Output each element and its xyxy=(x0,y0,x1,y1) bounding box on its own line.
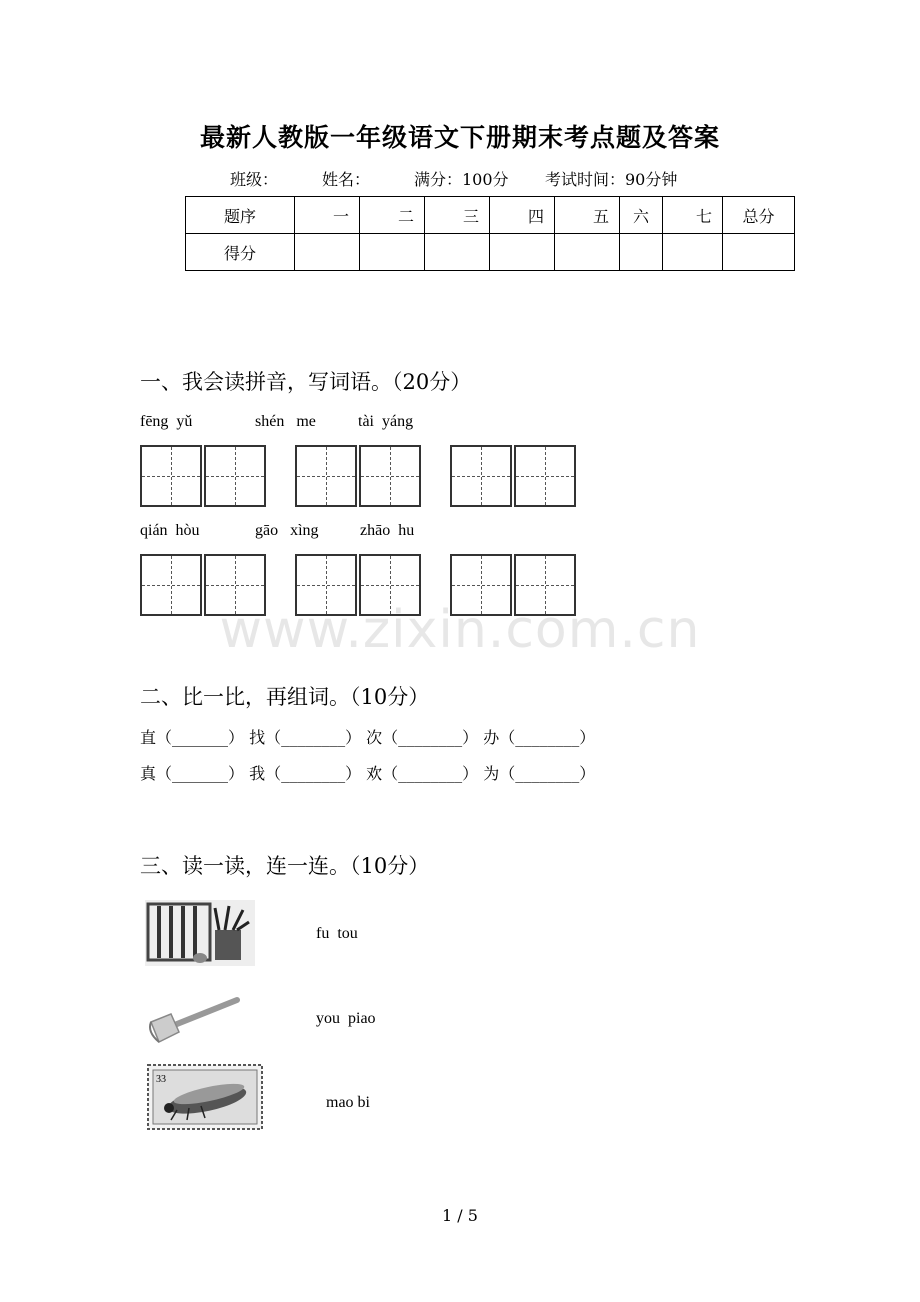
match-item-3[interactable]: mao bi xyxy=(326,1094,370,1111)
fill-line-1[interactable]: 直（_______） 找（________） 次（________） 办（________） xyxy=(140,728,596,747)
table-cell-score-label: 得分 xyxy=(186,234,295,271)
section3-heading: 三、读一读，连一连。（10分） xyxy=(140,854,430,878)
table-cell-4: 四 xyxy=(490,197,555,234)
stamp-picture xyxy=(147,1064,263,1130)
writing-grid[interactable] xyxy=(140,445,202,507)
watermark: www.zixin.com.cn xyxy=(219,600,701,660)
score-input-1[interactable] xyxy=(295,234,360,271)
score-table-score-row xyxy=(186,234,795,271)
score-table-header-row xyxy=(186,197,795,234)
axe-icon xyxy=(145,992,241,1054)
score-input-2[interactable] xyxy=(360,234,425,271)
exam-time: 考试时间：90分钟 xyxy=(545,170,678,189)
table-cell-5: 五 xyxy=(555,197,620,234)
table-cell-seq: 题序 xyxy=(186,197,295,234)
score-table xyxy=(185,196,795,271)
table-cell-total: 总分 xyxy=(723,197,795,234)
pinyin-3: tài yáng xyxy=(358,413,414,430)
score-input-3[interactable] xyxy=(425,234,490,271)
pinyin-6: zhāo hu xyxy=(360,522,415,539)
table-cell-1: 一 xyxy=(295,197,360,234)
section2-heading: 二、比一比，再组词。（10分） xyxy=(140,685,430,709)
table-cell-6: 六 xyxy=(620,197,663,234)
writing-grid[interactable] xyxy=(450,445,512,507)
writing-grid[interactable] xyxy=(359,445,421,507)
name-label: 姓名： xyxy=(322,170,371,189)
score-input-7[interactable] xyxy=(663,234,723,271)
score-input-total[interactable] xyxy=(723,234,795,271)
stamp-number: 33 xyxy=(156,1074,166,1085)
writing-grid[interactable] xyxy=(295,445,357,507)
match-item-1[interactable]: fu tou xyxy=(316,925,358,942)
table-cell-3: 三 xyxy=(425,197,490,234)
full-score: 满分：100分 xyxy=(414,170,509,189)
writing-grid[interactable] xyxy=(204,445,266,507)
score-input-6[interactable] xyxy=(620,234,663,271)
page-title: 最新人教版一年级语文下册期末考点题及答案 xyxy=(199,123,720,152)
pinyin-4: qián hòu xyxy=(140,522,200,539)
abacus-brush-picture xyxy=(145,900,255,966)
fill-line-2[interactable]: 真（_______） 我（________） 欢（________） 为（________） xyxy=(140,764,596,783)
table-cell-7: 七 xyxy=(663,197,723,234)
pinyin-5: gāo xìng xyxy=(255,522,319,539)
score-input-5[interactable] xyxy=(555,234,620,271)
pinyin-1: fēng yǔ xyxy=(140,413,193,430)
table-cell-2: 二 xyxy=(360,197,425,234)
writing-grid[interactable] xyxy=(514,445,576,507)
page-number: 1 / 5 xyxy=(442,1206,478,1225)
section1-heading: 一、我会读拼音，写词语。（20分） xyxy=(140,370,472,394)
pinyin-2: shén me xyxy=(255,413,316,430)
score-input-4[interactable] xyxy=(490,234,555,271)
class-label: 班级： xyxy=(230,170,279,189)
match-item-2[interactable]: you piao xyxy=(316,1010,376,1027)
